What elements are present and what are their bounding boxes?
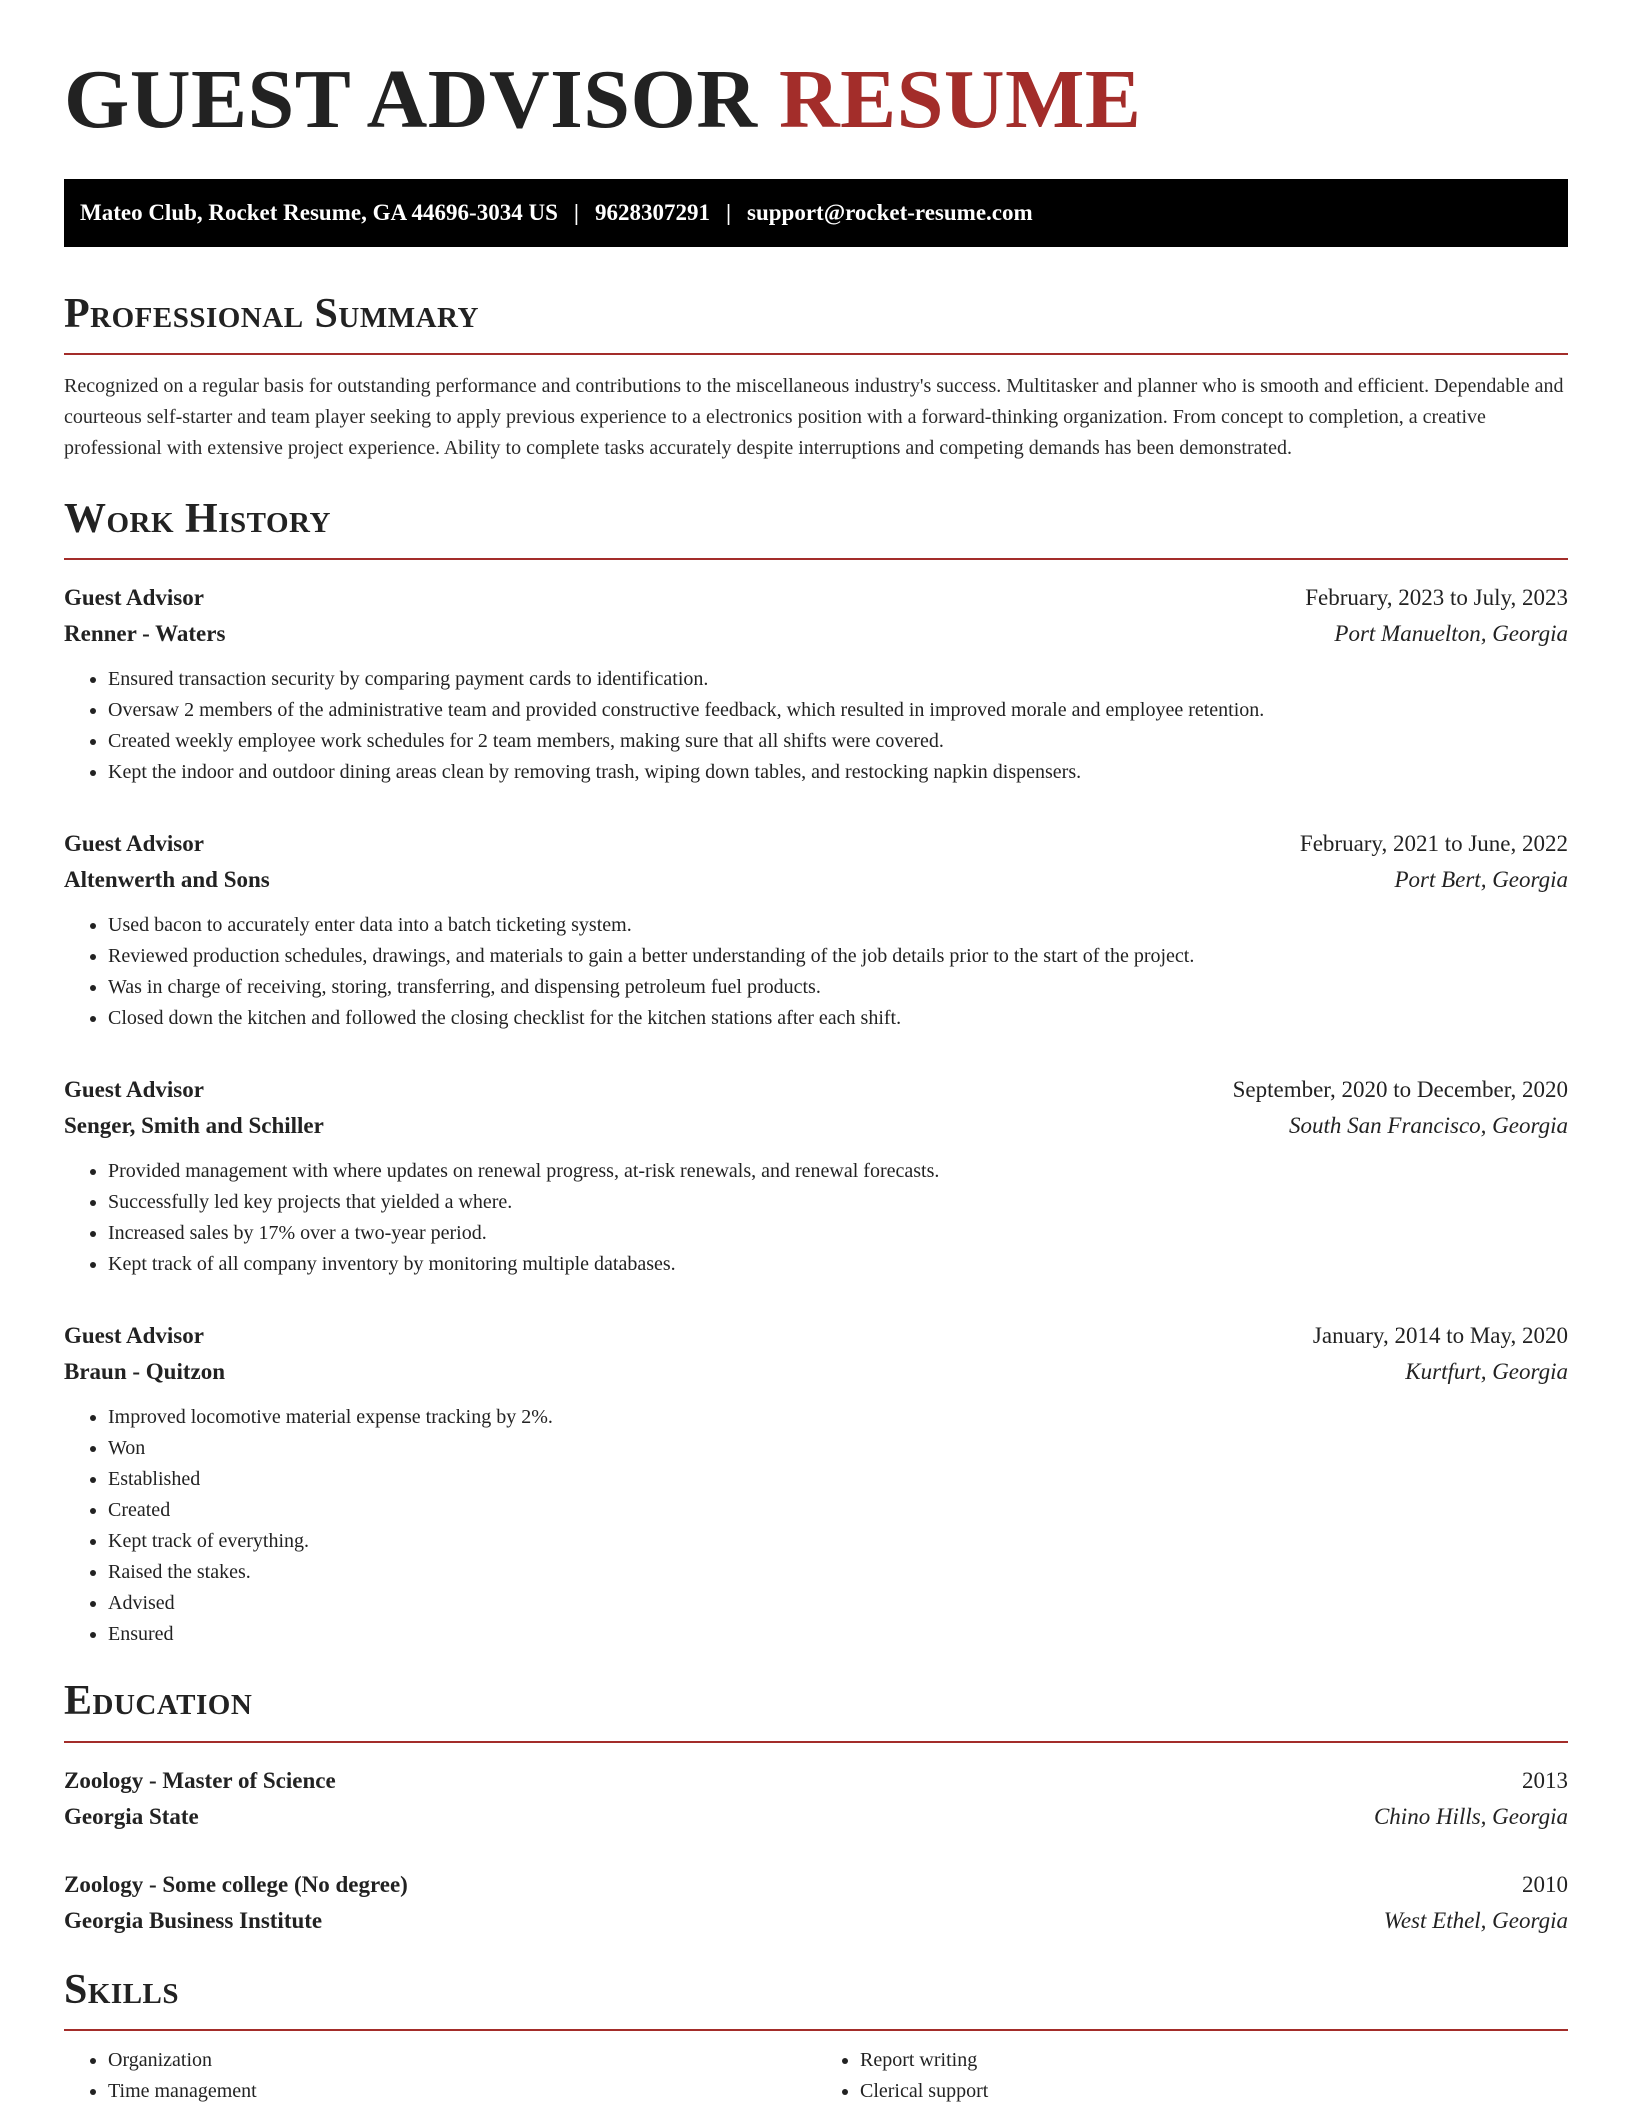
job-location: South San Francisco, Georgia — [1289, 1113, 1568, 1139]
contact-email[interactable]: support@rocket-resume.com — [747, 199, 1033, 225]
education-degree-row — [64, 1867, 1568, 1903]
job-bullet: • Ensured transaction security by comparing payment cards to identification. — [108, 664, 1568, 695]
section-divider — [64, 2029, 1568, 2031]
job-company: Senger, Smith and Schiller — [64, 1113, 324, 1139]
job-entry — [64, 1072, 1568, 1280]
contact-address: Mateo Club, Rocket Resume, GA 44696-3034 US — [80, 199, 558, 225]
skill-item: • Organization — [108, 2045, 816, 2076]
job-bullet: • Won — [108, 1433, 1568, 1464]
job-title: Guest Advisor — [64, 831, 204, 857]
job-dates: February, 2023 to July, 2023 — [1305, 585, 1568, 611]
job-company-row — [64, 1354, 1568, 1390]
work-history-list — [64, 580, 1568, 1650]
section-divider — [64, 1741, 1568, 1743]
job-bullet: • Reviewed production schedules, drawings, and materials to gain a better understanding of the job details prior to the start of the project. — [108, 941, 1568, 972]
education-entry — [64, 1763, 1568, 1835]
job-bullets — [64, 1156, 1568, 1280]
job-location: Port Manuelton, Georgia — [1334, 621, 1568, 647]
job-bullet: • Closed down the kitchen and followed the closing checklist for the kitchen stations after each shift. — [108, 1003, 1568, 1034]
job-title: Guest Advisor — [64, 1077, 204, 1103]
job-company-row — [64, 862, 1568, 898]
job-bullet: • Created weekly employee work schedules for 2 team members, making sure that all shifts were covered. — [108, 726, 1568, 757]
education-location: West Ethel, Georgia — [1383, 1907, 1568, 1933]
job-company: Altenwerth and Sons — [64, 867, 270, 893]
education-school-row — [64, 1903, 1568, 1939]
education-school: Georgia State — [64, 1803, 199, 1829]
job-bullet: • Kept track of all company inventory by monitoring multiple databases. — [108, 1249, 1568, 1280]
job-company: Renner - Waters — [64, 621, 226, 647]
job-bullet: • Kept track of everything. — [108, 1526, 1568, 1557]
job-bullets — [64, 910, 1568, 1034]
job-company-row — [64, 1108, 1568, 1144]
job-bullet: • Oversaw 2 members of the administrative team and provided constructive feedback, which resulted in improved morale and employee retention. — [108, 695, 1568, 726]
job-bullet: • Successfully led key projects that yielded a where. — [108, 1187, 1568, 1218]
section-heading-summary: Professional Summary — [64, 290, 479, 337]
education-degree: Zoology - Master of Science — [64, 1767, 336, 1793]
job-header-row — [64, 1072, 1568, 1108]
contact-separator: | — [725, 199, 732, 225]
job-bullet: • Ensured — [108, 1619, 1568, 1650]
job-bullet: • Established — [108, 1464, 1568, 1495]
job-header-row — [64, 826, 1568, 862]
job-bullet: • Was in charge of receiving, storing, transferring, and dispensing petroleum fuel products. — [108, 972, 1568, 1003]
job-company: Braun - Quitzon — [64, 1359, 226, 1385]
education-year: 2013 — [1522, 1767, 1568, 1793]
contact-bar — [64, 179, 1568, 247]
job-bullets — [64, 664, 1568, 788]
job-dates: February, 2021 to June, 2022 — [1299, 831, 1568, 857]
skill-item: • Report writing — [860, 2045, 1568, 2076]
job-bullets — [64, 1402, 1568, 1650]
section-heading-skills: Skills — [64, 1966, 180, 2013]
job-title: Guest Advisor — [64, 585, 204, 611]
section-heading-work-history: Work History — [64, 495, 331, 542]
job-bullet: • Improved locomotive material expense tracking by 2%. — [108, 1402, 1568, 1433]
education-entry — [64, 1867, 1568, 1939]
job-entry — [64, 1318, 1568, 1650]
section-divider — [64, 353, 1568, 355]
job-bullet: • Provided management with where updates on renewal progress, at-risk renewals, and renewal forecasts. — [108, 1156, 1568, 1187]
education-school: Georgia Business Institute — [64, 1907, 323, 1933]
job-entry — [64, 580, 1568, 788]
contact-phone: 9628307291 — [594, 199, 710, 225]
job-bullet: • Created — [108, 1495, 1568, 1526]
job-header-row — [64, 580, 1568, 616]
skills-list-right — [816, 2045, 1568, 2107]
job-location: Port Bert, Georgia — [1394, 867, 1568, 893]
skills-columns — [64, 2045, 1568, 2107]
job-title: Guest Advisor — [64, 1323, 204, 1349]
education-year: 2010 — [1522, 1871, 1568, 1897]
education-list — [64, 1763, 1568, 1939]
education-location: Chino Hills, Georgia — [1373, 1803, 1568, 1829]
title-accent: RESUME — [779, 53, 1142, 146]
resume-title — [64, 52, 1568, 149]
job-bullet: • Increased sales by 17% over a two-year period. — [108, 1218, 1568, 1249]
job-company-row — [64, 616, 1568, 652]
job-bullet: • Kept the indoor and outdoor dining areas clean by removing trash, wiping down tables, and restocking napkin dispensers. — [108, 757, 1568, 788]
job-entry — [64, 826, 1568, 1034]
skill-item: • Time management — [108, 2076, 816, 2107]
title-main: GUEST ADVISOR — [64, 53, 758, 146]
job-bullet: • Raised the stakes. — [108, 1557, 1568, 1588]
education-degree: Zoology - Some college (No degree) — [64, 1871, 408, 1897]
section-divider — [64, 558, 1568, 560]
job-bullet: • Used bacon to accurately enter data into a batch ticketing system. — [108, 910, 1568, 941]
job-bullet: • Advised — [108, 1588, 1568, 1619]
summary-text: Recognized on a regular basis for outstanding performance and contributions to the miscellaneous industry's success. Multitasker and planner who is smooth and efficient. Dependable and courteous self-starter and team player seeking to apply previous experience to a electronics position with a forward-thinking organization. From concept to completion, a creative professional with extensive project experience. Ability to complete tasks accurately despite interruptions and competing demands has been demonstrated. — [64, 374, 1564, 459]
skill-item: • Clerical support — [860, 2076, 1568, 2107]
section-heading-education: Education — [64, 1678, 253, 1725]
job-location: Kurtfurt, Georgia — [1405, 1359, 1568, 1385]
skills-list-left — [64, 2045, 816, 2107]
education-school-row — [64, 1799, 1568, 1835]
job-dates: January, 2014 to May, 2020 — [1312, 1323, 1568, 1349]
job-dates: September, 2020 to December, 2020 — [1232, 1077, 1568, 1103]
education-degree-row — [64, 1763, 1568, 1799]
contact-separator: | — [573, 199, 579, 225]
job-header-row — [64, 1318, 1568, 1354]
